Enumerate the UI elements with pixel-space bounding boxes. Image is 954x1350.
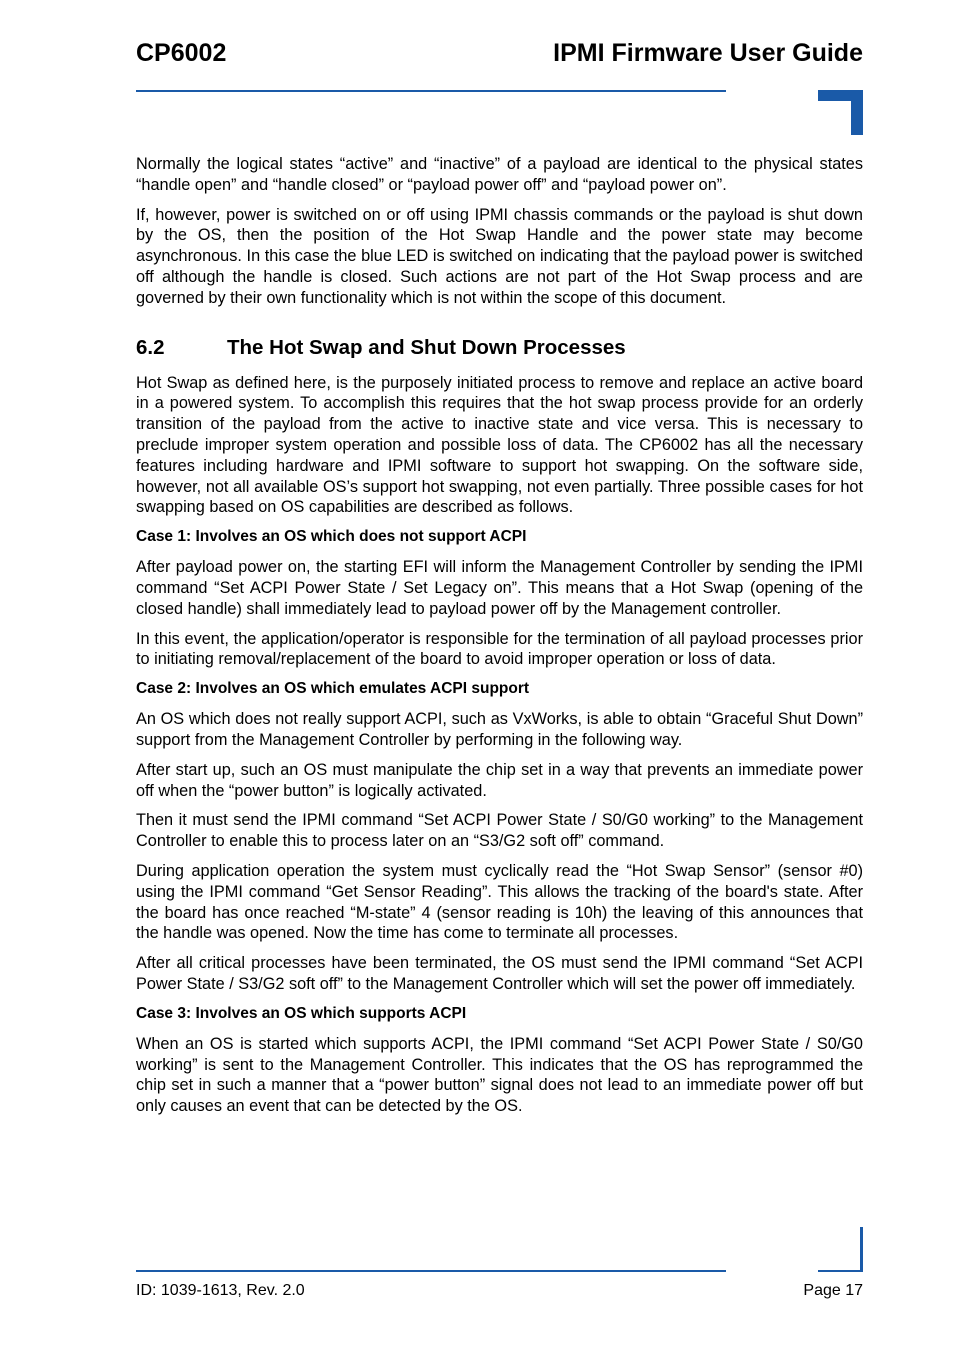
case-paragraph: In this event, the application/operator is responsible for the termination of all payload processes prior to initiating removal/replacement of the board to avoid improper operation or loss of data. — [136, 629, 863, 669]
case-paragraph: During application operation the system must cyclically read the “Hot Swap Sensor” (sensor #0) using the IPMI command “Get Sensor Reading”. This allows the tracking of the board's state. After the board has once reached “M-state” 4 (sensor reading is 10h) the leaving of this announces that the handle was opened. Now the time has come to terminate all processes. — [136, 861, 863, 943]
footer-doc-id: ID: 1039-1613, Rev. 2.0 — [136, 1282, 305, 1299]
header-product: CP6002 — [136, 39, 227, 67]
case-heading: Case 3: Involves an OS which supports ACPI — [136, 1004, 467, 1022]
section-number: 6.2 — [136, 335, 165, 359]
intro-paragraph: If, however, power is switched on or off using IPMI chassis commands or the payload is shut down by the OS, then the position of the Hot Swap Handle and the power state may become asynchronous. In this case the blue LED is switched on indicating that the payload power is switched off although the handle is closed. Such actions are not part of the Hot Swap process and are governed by their own functionality which is not within the scope of this document. — [136, 205, 863, 307]
case-paragraph: After start up, such an OS must manipulate the chip set in a way that prevents an immediate power off when the “power button” is logically activated. — [136, 760, 863, 800]
case-paragraph: Then it must send the IPMI command “Set ACPI Power State / S0/G0 working” to the Management Controller to enable this to process later on an “S3/G2 soft off” command. — [136, 811, 863, 851]
section-title: The Hot Swap and Shut Down Processes — [227, 335, 626, 359]
header-corner-mark-vertical — [851, 90, 863, 135]
header-doc-title: IPMI Firmware User Guide — [553, 39, 863, 67]
case-paragraph: After all critical processes have been terminated, the OS must send the IPMI command “Set ACPI Power State / S3/G2 soft off” to the Management Controller which will set the power off immediately. — [136, 954, 863, 993]
section-heading — [136, 335, 863, 361]
footer-page-number: Page 17 — [803, 1282, 863, 1299]
page-content — [136, 154, 863, 1126]
intro-paragraph: Normally the logical states “active” and “inactive” of a payload are identical to the physical states “handle open” and “handle closed” or “payload power off” and “payload power on”. — [136, 155, 863, 194]
case-paragraph: After payload power on, the starting EFI will inform the Management Controller by sending the IPMI command “Set ACPI Power State / Set Legacy on”. This means that a Hot Swap (opening of the closed handle) shall immediately lead to payload power off by the Management controller. — [136, 558, 863, 618]
case-heading: Case 1: Involves an OS which does not support ACPI — [136, 528, 527, 546]
footer-corner-mark-horizontal — [818, 1270, 863, 1272]
case-heading: Case 2: Involves an OS which emulates ACPI support — [136, 680, 530, 698]
section-intro-paragraph: Hot Swap as defined here, is the purposely initiated process to remove and replace an active board in a powered system. To accomplish this requires that the hot swap process provide for an orderly transition of the payload from the active to inactive state and vice versa. This is necessary to preclude improper system operation and possible loss of data. The CP6002 has all the necessary features including hardware and IPMI software to support hot swapping. On the software side, however, not all available OS’s support hot swapping, not even partially. Three possible cases for hot swapping based on OS capabilities are described as follows. — [136, 373, 863, 517]
header-rule — [136, 90, 726, 92]
case-paragraph: An OS which does not really support ACPI, such as VxWorks, is able to obtain “Graceful Shut Down” support from the Management Controller by performing in the following way. — [136, 710, 863, 749]
case-paragraph: When an OS is started which supports ACPI, the IPMI command “Set ACPI Power State / S0/G0 working” is sent to the Management Controller. This indicates that the OS has reprogrammed the chip set in such a manner that a “power button” signal does not lead to an immediate power off but only causes an event that can be detected by the OS. — [136, 1034, 863, 1116]
footer-corner-mark — [860, 1227, 863, 1272]
footer-rule — [136, 1270, 726, 1272]
